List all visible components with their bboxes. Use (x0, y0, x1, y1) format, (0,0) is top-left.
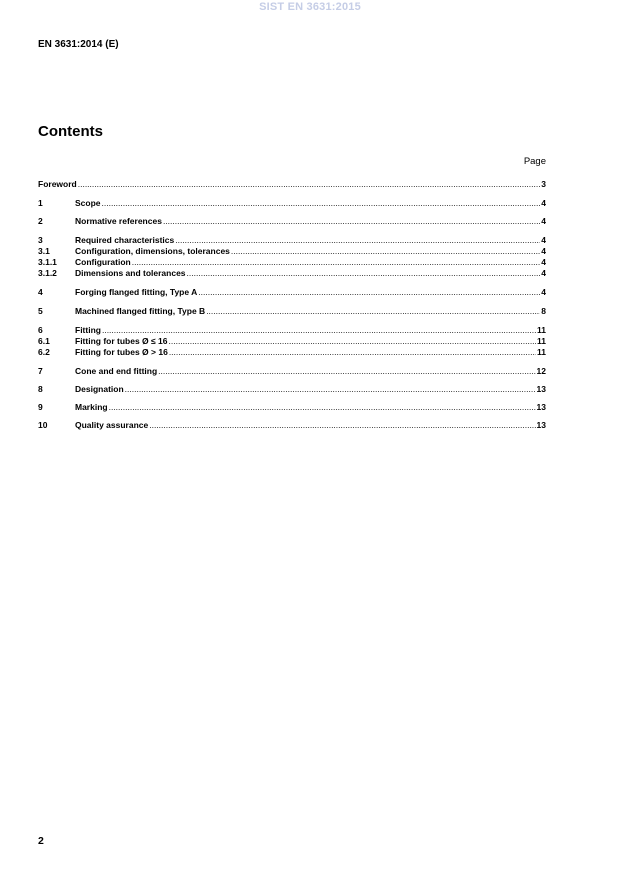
toc-entry-title: Configuration, dimensions, tolerances (75, 246, 230, 256)
toc-entry-fitting-tubes-le-16[interactable] (38, 336, 546, 347)
toc-entry-page: 11 (537, 325, 546, 335)
toc-entry-title: Cone and end fitting (75, 366, 158, 376)
toc-entry-title: Forging flanged fitting, Type A (75, 287, 198, 297)
toc-entry-page: 13 (536, 384, 546, 394)
toc-leader-dots (231, 246, 540, 257)
toc-leader-dots (175, 235, 540, 246)
toc-entry-page: 13 (536, 420, 546, 430)
toc-entry-machined-flanged-fitting[interactable] (38, 306, 546, 317)
toc-leader-dots (169, 347, 536, 358)
toc-entry-title: Fitting for tubes Ø ≤ 16 (75, 336, 168, 346)
toc-entry-page: 4 (541, 287, 546, 297)
toc-entry-normative-references[interactable] (38, 216, 546, 227)
page-column-label: Page (523, 156, 546, 167)
toc-leader-dots (158, 366, 535, 377)
toc-entry-title: Fitting (75, 325, 101, 335)
toc-entry-title: Machined flanged fitting, Type B (75, 306, 206, 316)
toc-entry-title: Configuration (75, 257, 131, 267)
toc-entry-page: 4 (541, 198, 546, 208)
toc-entry-fitting[interactable] (38, 325, 546, 336)
toc-entry-number: 9 (38, 402, 43, 412)
toc-leader-dots (132, 257, 541, 268)
toc-entry-page: 11 (537, 347, 546, 357)
toc-entry-fitting-tubes-gt-16[interactable] (38, 347, 546, 358)
toc-entry-required-characteristics[interactable] (38, 235, 546, 246)
toc-entry-configuration-dimensions-tolerances[interactable] (38, 246, 546, 257)
toc-entry-title: Fitting for tubes Ø > 16 (75, 347, 168, 357)
toc-leader-dots (149, 420, 535, 431)
toc-entry-dimensions-and-tolerances[interactable] (38, 268, 546, 279)
toc-entry-number: 10 (38, 420, 48, 430)
toc-leader-dots (78, 179, 541, 190)
toc-entry-designation[interactable] (38, 384, 546, 395)
toc-entry-page: 4 (541, 268, 546, 278)
toc-entry-number: 3.1 (38, 246, 50, 256)
toc-leader-dots (102, 198, 541, 209)
toc-entry-cone-and-end-fitting[interactable] (38, 366, 546, 377)
toc-entry-page: 4 (541, 246, 546, 256)
toc-leader-dots (125, 384, 536, 395)
toc-entry-page: 4 (541, 235, 546, 245)
toc-entry-number: 6.1 (38, 336, 50, 346)
toc-entry-number: 3.1.1 (38, 257, 57, 267)
toc-entry-forging-flanged-fitting[interactable] (38, 287, 546, 298)
toc-leader-dots (169, 336, 537, 347)
toc-leader-dots (187, 268, 541, 279)
toc-entry-page: 8 (541, 306, 546, 316)
toc-entry-number: 6 (38, 325, 43, 335)
toc-entry-page: 13 (536, 402, 546, 412)
toc-entry-page: 4 (541, 216, 546, 226)
toc-entry-number: 7 (38, 366, 43, 376)
contents-heading: Contents (38, 123, 103, 140)
toc-entry-number: 3 (38, 235, 43, 245)
toc-entry-title: Dimensions and tolerances (75, 268, 186, 278)
toc-entry-number: 2 (38, 216, 43, 226)
toc-entry-title: Designation (75, 384, 124, 394)
toc-leader-dots (109, 402, 536, 413)
toc-entry-number: 1 (38, 198, 43, 208)
toc-entry-number: 6.2 (38, 347, 50, 357)
toc-entry-title: Marking (75, 402, 108, 412)
toc-entry-scope[interactable] (38, 198, 546, 209)
toc-entry-title: Foreword (38, 179, 77, 189)
toc-entry-foreword[interactable] (38, 179, 546, 190)
toc-entry-page: 11 (537, 336, 546, 346)
page-number: 2 (38, 835, 44, 847)
toc-entry-configuration[interactable] (38, 257, 546, 268)
toc-leader-dots (102, 325, 536, 336)
toc-entry-marking[interactable] (38, 402, 546, 413)
toc-entry-title: Required characteristics (75, 235, 175, 245)
toc-entry-page: 12 (536, 366, 546, 376)
toc-entry-title: Quality assurance (75, 420, 149, 430)
toc-entry-number: 8 (38, 384, 43, 394)
toc-entry-number: 4 (38, 287, 43, 297)
toc-entry-title: Normative references (75, 216, 162, 226)
toc-entry-title: Scope (75, 198, 101, 208)
toc-leader-dots (198, 287, 540, 298)
toc-entry-page: 3 (541, 179, 546, 189)
toc-leader-dots (206, 306, 540, 317)
watermark: SIST EN 3631:2015 (259, 1, 361, 13)
toc-entry-page: 4 (541, 257, 546, 267)
toc-leader-dots (163, 216, 540, 227)
toc-entry-number: 5 (38, 306, 43, 316)
toc-entry-quality-assurance[interactable] (38, 420, 546, 431)
toc-entry-number: 3.1.2 (38, 268, 57, 278)
document-identifier: EN 3631:2014 (E) (38, 39, 119, 50)
